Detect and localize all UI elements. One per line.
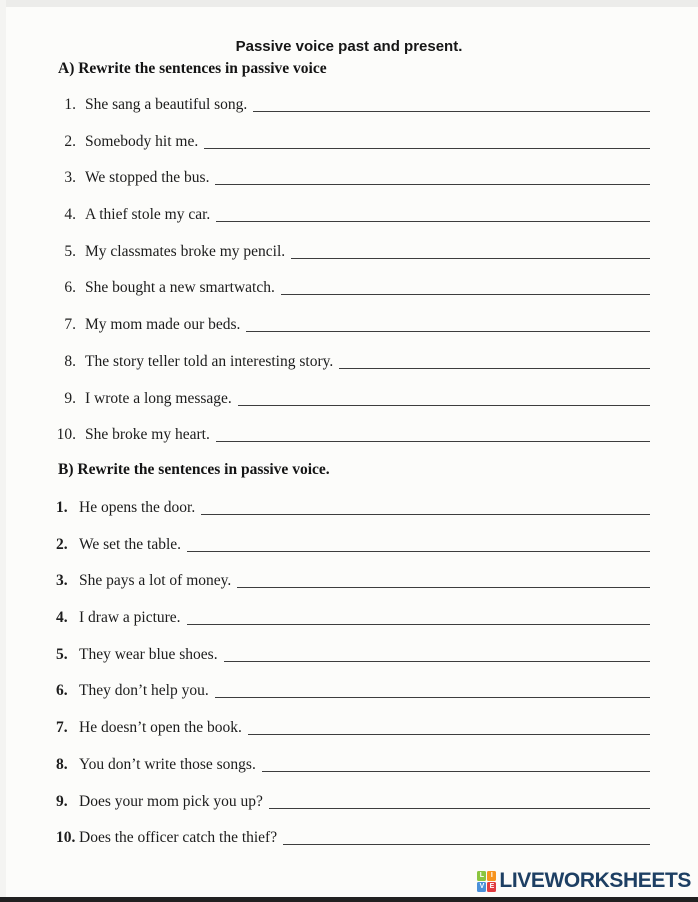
item-sentence: My classmates broke my pencil.: [85, 242, 286, 260]
worksheet-item: [56, 785, 650, 822]
item-sentence: The story teller told an interesting story.: [85, 352, 334, 370]
worksheet-item: [56, 638, 650, 675]
item-number: 5.: [64, 242, 76, 260]
section-a-heading: A) Rewrite the sentences in passive voice: [58, 60, 327, 77]
scan-edge-top: [0, 0, 698, 7]
item-sentence: We stopped the bus.: [85, 169, 210, 187]
worksheet-item: [56, 271, 650, 308]
item-number: 1.: [56, 499, 68, 516]
answer-blank[interactable]: [216, 429, 650, 442]
item-sentence: They wear blue shoes.: [79, 645, 218, 663]
worksheet-item: [56, 198, 650, 235]
page-title: Passive voice past and present.: [235, 38, 463, 55]
item-number: 1.: [64, 96, 76, 113]
liveworksheets-logo-text: LIVEWORKSHEETS: [499, 869, 691, 892]
item-number: 9.: [56, 792, 68, 810]
answer-blank[interactable]: [216, 209, 650, 222]
item-number: 3.: [64, 169, 76, 187]
answer-blank[interactable]: [224, 649, 650, 662]
worksheet-item: [56, 308, 650, 345]
item-number: 3.: [56, 572, 68, 590]
answer-blank[interactable]: [339, 356, 650, 369]
item-sentence: We set the table.: [79, 535, 182, 553]
answer-blank[interactable]: [215, 685, 650, 698]
answer-blank[interactable]: [237, 575, 650, 588]
answer-blank[interactable]: [238, 393, 650, 406]
item-number: 7.: [64, 316, 76, 334]
item-number: 8.: [56, 755, 68, 773]
item-sentence: He opens the door.: [79, 499, 196, 516]
worksheet-item: [56, 382, 650, 419]
item-number: 9.: [64, 389, 76, 407]
item-sentence: Does your mom pick you up?: [79, 792, 263, 810]
worksheet-item: [56, 821, 650, 858]
worksheet-item: [56, 88, 650, 125]
item-sentence: He doesn’t open the book.: [79, 719, 242, 737]
answer-blank[interactable]: [248, 722, 650, 735]
worksheet-item: [56, 601, 650, 638]
worksheet-item: [56, 418, 650, 455]
item-sentence: You don’t write those songs.: [79, 755, 256, 773]
logo-letter-v: V: [477, 882, 486, 892]
worksheet-item: [56, 748, 650, 785]
item-sentence: A thief stole my car.: [85, 206, 211, 224]
item-sentence: Does the officer catch the thief?: [79, 829, 278, 847]
item-number: 4.: [56, 609, 68, 627]
item-number: 10.: [56, 829, 76, 847]
item-number: 2.: [64, 132, 76, 150]
item-sentence: Somebody hit me.: [85, 132, 199, 150]
item-number: 10.: [56, 426, 76, 444]
item-number: 2.: [56, 535, 68, 553]
logo-letter-l: L: [477, 871, 486, 881]
item-number: 5.: [56, 645, 68, 663]
logo-letter-i: I: [487, 871, 496, 881]
answer-blank[interactable]: [215, 172, 650, 185]
worksheet-item: [56, 491, 650, 528]
scan-edge-left: [0, 0, 6, 902]
answer-blank[interactable]: [269, 796, 650, 809]
item-sentence: She sang a beautiful song.: [85, 96, 248, 113]
item-number: 8.: [64, 352, 76, 370]
answer-blank[interactable]: [253, 99, 650, 112]
item-number: 4.: [64, 206, 76, 224]
answer-blank[interactable]: [204, 136, 650, 149]
answer-blank[interactable]: [291, 246, 650, 259]
answer-blank[interactable]: [187, 539, 650, 552]
section-a-items: [56, 88, 650, 455]
worksheet-item: [56, 235, 650, 272]
item-number: 6.: [64, 279, 76, 297]
logo-letter-e: E: [487, 882, 496, 892]
item-sentence: I draw a picture.: [79, 609, 181, 627]
worksheet-item: [56, 345, 650, 382]
worksheet-item: [56, 161, 650, 198]
item-sentence: She broke my heart.: [85, 426, 210, 444]
worksheet-item: [56, 674, 650, 711]
worksheet-item: [56, 564, 650, 601]
answer-blank[interactable]: [281, 282, 650, 295]
item-sentence: My mom made our beds.: [85, 316, 241, 334]
worksheet-item: [56, 125, 650, 162]
liveworksheets-logo-icon: [477, 871, 496, 892]
answer-blank[interactable]: [246, 319, 650, 332]
worksheet-item: [56, 528, 650, 565]
page-bottom-edge: [0, 897, 698, 902]
section-b-heading: B) Rewrite the sentences in passive voice.: [58, 461, 330, 478]
item-number: 7.: [56, 719, 68, 737]
section-b-items: [56, 491, 650, 858]
answer-blank[interactable]: [201, 502, 650, 515]
item-sentence: They don’t help you.: [79, 682, 209, 700]
item-sentence: She bought a new smartwatch.: [85, 279, 275, 297]
answer-blank[interactable]: [262, 759, 650, 772]
item-number: 6.: [56, 682, 68, 700]
worksheet-item: [56, 711, 650, 748]
liveworksheets-logo[interactable]: [477, 869, 691, 893]
answer-blank[interactable]: [283, 832, 650, 845]
item-sentence: I wrote a long message.: [85, 389, 232, 407]
item-sentence: She pays a lot of money.: [79, 572, 232, 590]
answer-blank[interactable]: [187, 612, 650, 625]
